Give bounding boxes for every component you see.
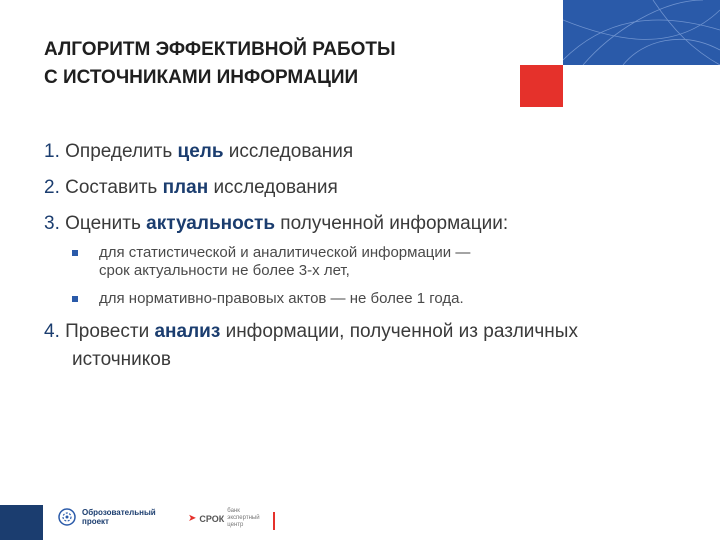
- title-line-2: С ИСТОЧНИКАМИ ИНФОРМАЦИИ: [44, 67, 359, 88]
- algorithm-list: [44, 138, 684, 382]
- item-keyword: план: [162, 177, 209, 198]
- sub-list-item: [72, 290, 684, 308]
- item-text-pre: Определить: [59, 141, 178, 162]
- list-item-3: [44, 210, 684, 238]
- sub-item-line: срок актуальности не более 3-х лет,: [99, 262, 350, 279]
- item-keyword: цель: [177, 141, 224, 162]
- item-number: 1.: [44, 141, 60, 162]
- logo-text: СРОК: [199, 513, 225, 524]
- item-text-continuation: источников: [72, 349, 171, 370]
- list-item-2: [44, 174, 684, 202]
- sub-list: [44, 244, 684, 308]
- item-text-post: исследования: [223, 141, 354, 162]
- item-text-post: исследования: [208, 177, 338, 198]
- item-number: 3.: [44, 213, 60, 234]
- square-bullet-icon: [72, 250, 78, 256]
- item-keyword: анализ: [154, 321, 221, 342]
- decorative-red-square: [520, 65, 563, 107]
- list-item-1: [44, 138, 684, 166]
- logo-subtext: банк экспертный центр: [227, 508, 260, 528]
- item-text-post: информации, полученной из различных: [220, 321, 578, 342]
- logo-text-line-1: Оброзовательный: [82, 508, 156, 517]
- srok-logo: [188, 508, 265, 529]
- item-number: 4.: [44, 321, 60, 342]
- item-text-post: полученной информации:: [275, 213, 509, 234]
- item-text-pre: Составить: [59, 177, 163, 198]
- square-bullet-icon: [72, 296, 78, 302]
- decorative-blue-block: [563, 0, 720, 65]
- arrow-icon: ➤: [188, 513, 197, 524]
- sub-list-item: [72, 244, 684, 280]
- logo-text-line-2: проект: [82, 517, 109, 526]
- sub-item-line: для статистической и аналитической информации —: [99, 244, 471, 261]
- globe-icon: [58, 508, 76, 526]
- decorative-curves: [563, 0, 720, 65]
- footer-accent-bar: [0, 505, 43, 540]
- item-text-pre: Провести: [59, 321, 155, 342]
- item-text-pre: Оценить: [59, 213, 147, 234]
- list-item-4: [44, 318, 684, 374]
- sub-item-line: для нормативно-правовых актов — не более 1 года.: [99, 290, 464, 307]
- item-keyword: актуальность: [146, 213, 276, 234]
- item-number: 2.: [44, 177, 60, 198]
- title-line-1: АЛГОРИТМ ЭФФЕКТИВНОЙ РАБОТЫ: [44, 39, 396, 60]
- footer-divider: [273, 512, 275, 530]
- slide-title: [44, 36, 524, 92]
- education-project-logo: [58, 508, 156, 526]
